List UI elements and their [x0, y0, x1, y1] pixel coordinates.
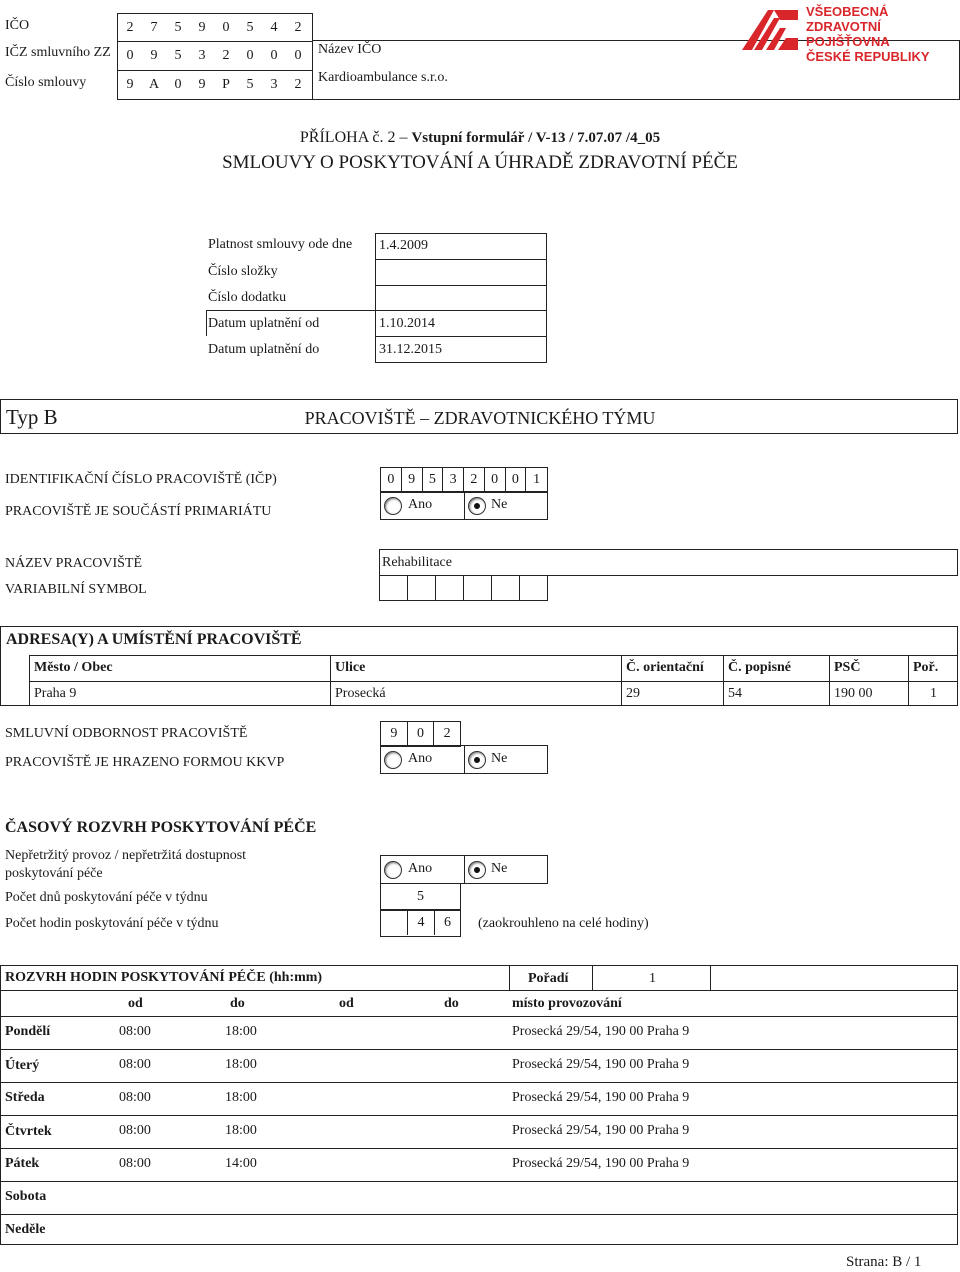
- hours-header-to1: do: [230, 996, 245, 1011]
- validity-label-4: Datum uplatnění do: [208, 342, 320, 357]
- address-header-psc: PSČ: [834, 660, 861, 675]
- contract-label: Číslo smlouvy: [5, 75, 87, 90]
- nonstop-yes-radio[interactable]: [384, 861, 402, 879]
- primariat-label: PRACOVIŠTĚ JE SOUČÁSTÍ PRIMARIÁTU: [5, 504, 272, 519]
- primariat-no-radio[interactable]: [468, 497, 486, 515]
- address-header-order: Poř.: [913, 660, 939, 675]
- order-value: 1: [649, 971, 656, 986]
- workplace-name-label: NÁZEV PRACOVIŠTĚ: [5, 556, 143, 571]
- page-number: Strana: B / 1: [846, 1254, 922, 1270]
- nonstop-yes-label: Ano: [408, 861, 433, 876]
- form-title-line1: PŘÍLOHA č. 2 – Vstupní formulář / V-13 / 7.07.07 /4_05: [299, 129, 661, 146]
- name-value: Kardioambulance s.r.o.: [318, 70, 448, 85]
- workplace-name-field[interactable]: Rehabilitace: [379, 549, 958, 576]
- vzp-logo-text: VŠEOBECNÁ ZDRAVOTNÍ POJIŠŤOVNA ČESKÉ REPUBLIKY: [806, 4, 930, 64]
- primariat-yes-label: Ano: [408, 497, 433, 512]
- primariat-no-label: Ne: [491, 497, 508, 512]
- kkvp-no-radio[interactable]: [468, 751, 486, 769]
- name-label: Název IČO: [318, 42, 382, 57]
- ico-digits: 2 7 5 9 0 5 4 2: [126, 20, 302, 35]
- hours-digits[interactable]: 4 6: [380, 910, 461, 937]
- nonstop-no-radio[interactable]: [468, 861, 486, 879]
- hours-header-from2: od: [339, 996, 354, 1011]
- icp-label: IDENTIFIKAČNÍ ČÍSLO PRACOVIŠTĚ (IČP): [5, 472, 277, 487]
- primariat-yes-radio[interactable]: [384, 497, 402, 515]
- specialty-digits: 9 0 2: [380, 721, 461, 747]
- validity-value-0[interactable]: 1.4.2009: [379, 238, 428, 253]
- address-header-popis: Č. popisné: [728, 660, 792, 675]
- icz-digits: 0 9 5 3 2 0 0 0: [126, 48, 302, 63]
- icz-label: IČZ smluvního ZZ: [5, 45, 111, 60]
- nonstop-radio-group: [380, 855, 548, 884]
- order-label: Pořadí: [528, 971, 569, 986]
- hours-label: Počet hodin poskytování péče v týdnu: [5, 916, 219, 931]
- vs-field[interactable]: [379, 575, 548, 601]
- validity-value-3[interactable]: 1.10.2014: [379, 316, 435, 331]
- address-title: ADRESA(Y) A UMÍSTĚNÍ PRACOVIŠTĚ: [6, 631, 302, 648]
- nonstop-label-1: Nepřetržitý provoz / nepřetržitá dostupnost: [5, 848, 247, 863]
- type-label: Typ B: [6, 405, 58, 429]
- ico-label: IČO: [5, 18, 30, 33]
- kkvp-yes-label: Ano: [408, 751, 433, 766]
- primariat-radio-group: [380, 491, 548, 520]
- schedule-title: ČASOVÝ ROZVRH POSKYTOVÁNÍ PÉČE: [5, 819, 317, 836]
- specialty-label: SMLUVNÍ ODBORNOST PRACOVIŠTĚ: [5, 726, 248, 741]
- form-title-line2: SMLOUVY O POSKYTOVÁNÍ A ÚHRADĚ ZDRAVOTNÍ PÉČE: [222, 152, 738, 173]
- icp-digits: 0 9 5 3 2 0 0 1: [380, 467, 548, 493]
- vzp-logo-icon: [740, 6, 800, 52]
- address-header-street: Ulice: [335, 660, 366, 675]
- type-title: PRACOVIŠTĚ – ZDRAVOTNICKÉHO TÝMU: [304, 408, 656, 428]
- hours-header-to2: do: [444, 996, 459, 1011]
- hours-header-from1: od: [128, 996, 143, 1011]
- address-header-city: Město / Obec: [34, 660, 113, 675]
- hours-table-title: ROZVRH HODIN POSKYTOVÁNÍ PÉČE (hh:mm): [5, 970, 323, 985]
- validity-label-3: Datum uplatnění od: [208, 316, 320, 331]
- validity-label-2: Číslo dodatku: [208, 290, 287, 305]
- kkvp-no-label: Ne: [491, 751, 508, 766]
- days-label: Počet dnů poskytování péče v týdnu: [5, 890, 208, 905]
- days-field[interactable]: 5: [380, 884, 461, 910]
- nonstop-no-label: Ne: [491, 861, 508, 876]
- address-header-orient: Č. orientační: [626, 660, 704, 675]
- nonstop-label-2: poskytování péče: [5, 866, 103, 881]
- contract-digits: 9 A 0 9 P 5 3 2: [126, 77, 302, 92]
- hours-header-place: místo provozování: [512, 996, 622, 1011]
- validity-label-1: Číslo složky: [208, 264, 278, 279]
- type-bar: [0, 399, 958, 434]
- vs-label: VARIABILNÍ SYMBOL: [5, 582, 147, 597]
- kkvp-label: PRACOVIŠTĚ JE HRAZENO FORMOU KKVP: [5, 755, 285, 770]
- validity-value-4[interactable]: 31.12.2015: [379, 342, 442, 357]
- hours-note: (zaokrouhleno na celé hodiny): [478, 916, 649, 931]
- validity-label-0: Platnost smlouvy ode dne: [208, 237, 353, 252]
- kkvp-yes-radio[interactable]: [384, 751, 402, 769]
- kkvp-radio-group: [380, 745, 548, 774]
